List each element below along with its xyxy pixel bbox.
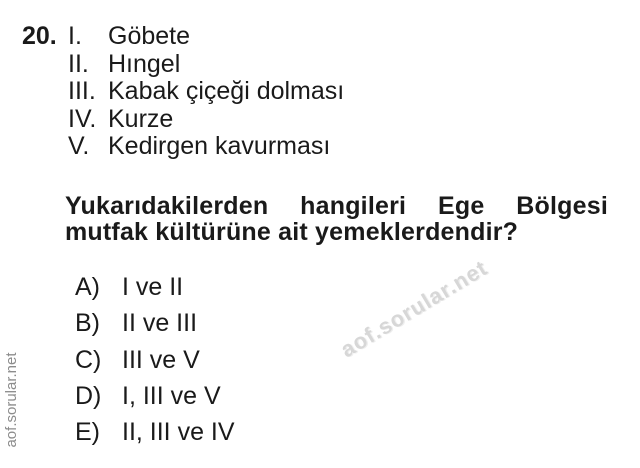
answer-option-c[interactable]	[75, 346, 235, 374]
roman-numeral-list	[68, 23, 344, 161]
watermark-diagonal: aof.sorular.net	[336, 255, 492, 363]
question-stem	[65, 194, 608, 246]
list-item-numeral: V.	[68, 132, 90, 160]
answer-options	[75, 273, 235, 454]
list-item	[68, 106, 344, 134]
option-letter: D)	[75, 381, 102, 410]
list-item-numeral: III.	[68, 77, 96, 105]
answer-option-d[interactable]	[75, 382, 235, 410]
list-item-text: Göbete	[108, 22, 191, 50]
option-text: II ve III	[122, 309, 198, 338]
list-item	[68, 23, 344, 51]
option-text: II, III ve IV	[122, 418, 235, 447]
list-item	[68, 78, 344, 106]
list-item	[68, 133, 344, 161]
option-text: I ve II	[122, 273, 184, 301]
list-item	[68, 51, 344, 79]
answer-option-b[interactable]	[75, 309, 235, 337]
list-item-text: Kabak çiçeği dolması	[108, 77, 345, 105]
list-item-numeral: I.	[68, 22, 82, 50]
list-item-numeral: IV.	[68, 104, 97, 133]
watermark-left-vertical: aof.sorular.net	[3, 352, 20, 448]
answer-option-a[interactable]	[75, 273, 235, 301]
answer-option-e[interactable]	[75, 418, 235, 446]
list-item-numeral: II.	[68, 49, 89, 78]
list-item-text: Hıngel	[108, 49, 181, 78]
list-item-text: Kurze	[108, 104, 174, 133]
option-text: III ve V	[122, 345, 200, 374]
option-letter: B)	[75, 309, 100, 338]
list-item-text: Kedirgen kavurması	[108, 132, 331, 160]
option-letter: E)	[75, 418, 100, 447]
question-stem-line-1: Yukarıdakilerden hangileri Ege Bölgesi	[65, 192, 608, 220]
question-stem-line-2: mutfak kültürüne ait yemeklerdendir?	[65, 217, 519, 246]
option-text: I, III ve V	[122, 381, 221, 410]
option-letter: A)	[75, 273, 100, 301]
option-letter: C)	[75, 345, 102, 374]
question-number: 20.	[22, 22, 57, 50]
